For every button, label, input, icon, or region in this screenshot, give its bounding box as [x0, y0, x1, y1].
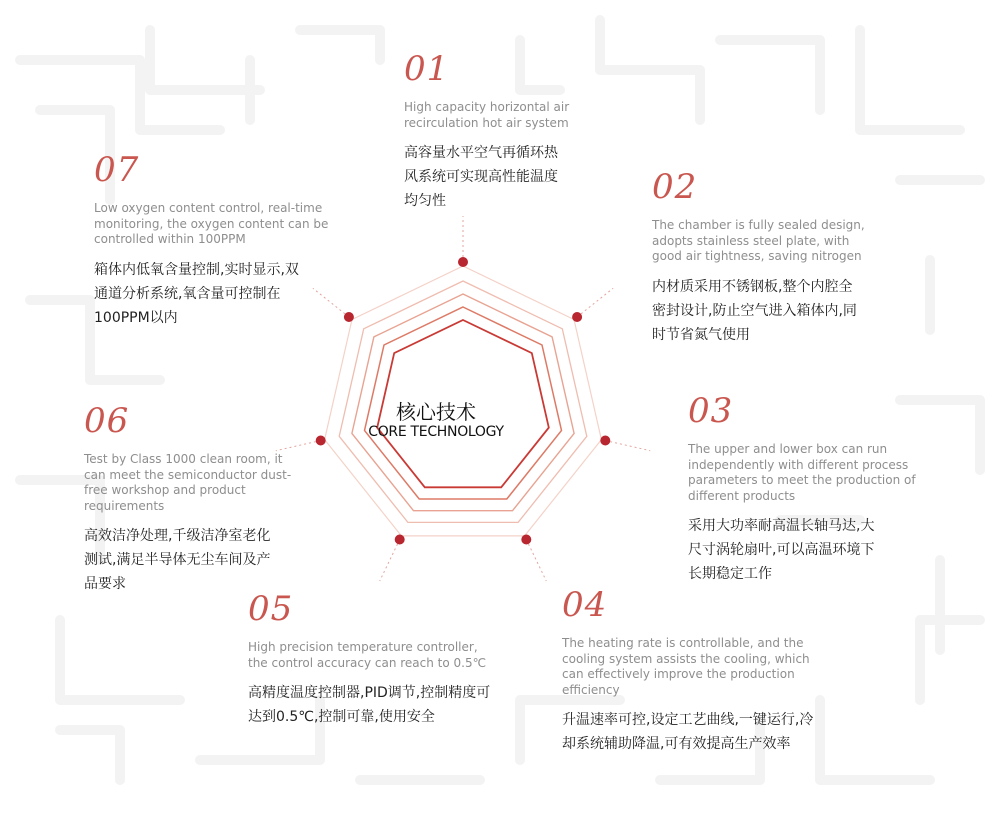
- feature-chinese-text: 采用大功率耐高温长轴马达,大尺寸涡轮扇叶,可以高温环境下长期稳定工作: [688, 518, 875, 582]
- circuit-trace: [920, 620, 980, 700]
- feature-chinese-text: 高精度温度控制器,PID调节,控制精度可达到0.5℃,控制可靠,使用安全: [248, 685, 491, 725]
- feature-number: 03: [688, 391, 734, 431]
- vertex-dot: [395, 535, 405, 545]
- vertex-dot: [458, 257, 468, 267]
- circuit-trace: [150, 30, 260, 90]
- center-title-cn: 核心技术: [396, 400, 476, 424]
- feature-english-text: High precision temperature controller, the control accuracy can reach to 0.5℃: [248, 640, 487, 670]
- connector-line: [605, 441, 650, 451]
- feature-english-text: The upper and lower box can run independently with different process parameters to meet the production of different products: [688, 442, 916, 503]
- circuit-trace: [300, 30, 380, 60]
- circuit-trace: [820, 700, 930, 780]
- feature-number: 06: [84, 401, 130, 441]
- circuit-trace: [600, 20, 700, 120]
- feature-01: [404, 49, 614, 213]
- circuit-trace: [60, 620, 180, 700]
- feature-english-text: Low oxygen content control, real-time monitoring, the oxygen content can be controlled within 100PPM: [94, 201, 329, 246]
- feature-number: 02: [652, 167, 698, 207]
- feature-03: [688, 391, 923, 586]
- feature-number: 07: [94, 150, 140, 190]
- feature-chinese-text: 高容量水平空气再循环热风系统可实现高性能温度均匀性: [404, 145, 558, 209]
- feature-chinese-text: 内材质采用不锈钢板,整个内腔全密封设计,防止空气进入箱体内,同时节省氮气使用: [652, 278, 857, 343]
- feature-number: 04: [562, 585, 608, 625]
- connector-line: [380, 540, 400, 582]
- feature-07: [94, 150, 329, 330]
- feature-number: 05: [248, 589, 294, 629]
- feature-chinese-text: 升温速率可控,设定工艺曲线,一键运行,冷却系统辅助降温,可有效提高生产效率: [562, 712, 814, 752]
- feature-04: [562, 585, 817, 756]
- feature-english-text: The chamber is fully sealed design, adopts stainless steel plate, with good air tightness, saving nitrogen: [652, 218, 865, 263]
- vertex-dot: [521, 535, 531, 545]
- feature-english-text: High capacity horizontal air recirculation hot air system: [404, 100, 570, 130]
- circuit-trace: [60, 730, 120, 780]
- vertex-dot: [600, 436, 610, 446]
- vertex-dot: [316, 436, 326, 446]
- feature-english-text: The heating rate is controllable, and the cooling system assists the cooling, which can effectively improve the production efficiency: [562, 636, 810, 697]
- vertex-dot: [344, 312, 354, 322]
- circuit-trace: [720, 40, 820, 110]
- feature-05: [248, 589, 498, 729]
- feature-chinese-text: 箱体内低氧含量控制,实时显示,双通道分析系统,氧含量可控制在100PPM以内: [94, 261, 299, 326]
- feature-chinese-text: 高效洁净处理,千级洁净室老化测试,满足半导体无尘车间及产品要求: [84, 528, 271, 592]
- vertex-dot: [572, 312, 582, 322]
- feature-06: [84, 401, 294, 596]
- feature-02: [652, 167, 877, 347]
- center-title-en: CORE TECHNOLOGY: [368, 424, 504, 440]
- feature-number: 01: [404, 49, 450, 89]
- connector-line: [577, 288, 613, 317]
- feature-english-text: Test by Class 1000 clean room, it can meet the semiconductor dust-free workshop and product requirements: [84, 452, 292, 513]
- connector-line: [526, 540, 546, 582]
- circuit-trace: [860, 30, 960, 130]
